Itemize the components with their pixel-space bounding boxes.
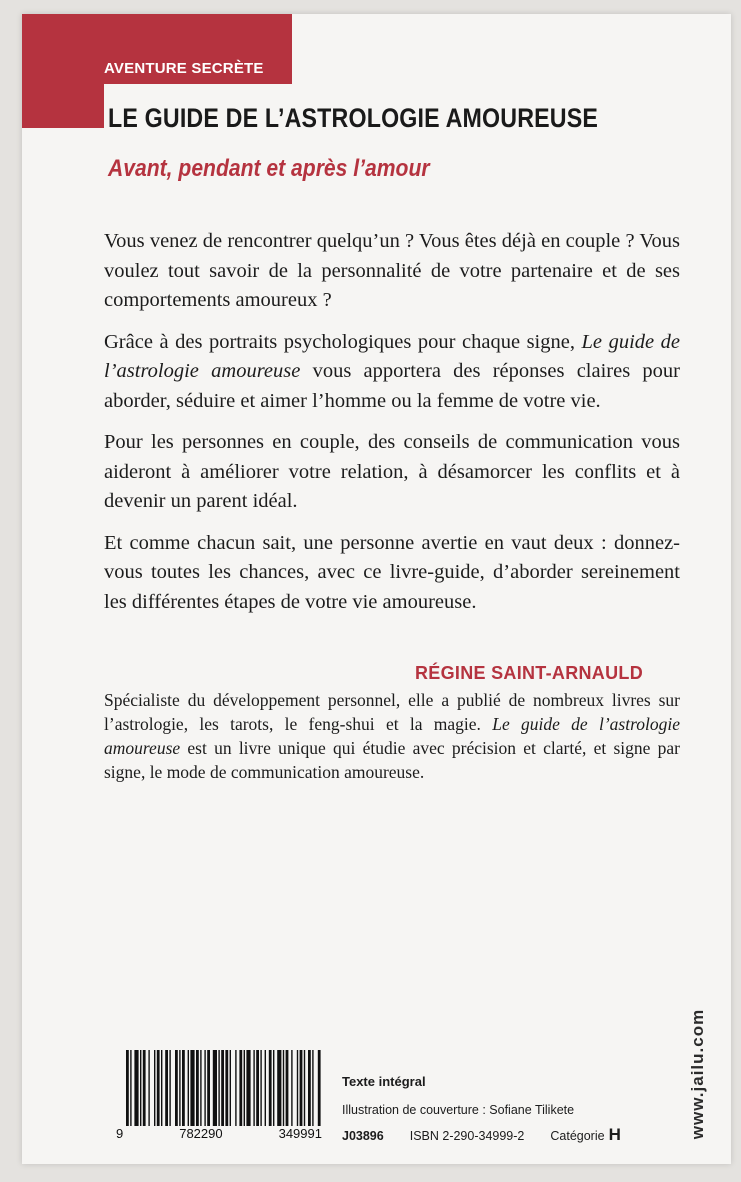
blurb-paragraph-4: Et comme chacun sait, une personne avertie en vaut deux : donnez-vous toutes les chances, avec ce livre-guide, d’aborder sereinement les différentes étapes de votre vie amoureuse. xyxy=(104,531,680,613)
blurb-paragraph-2 xyxy=(104,328,680,417)
author-bio-start: Spécialiste du développement personnel, elle a publié de nombreux livres sur l’astrologie, les tarots, le feng-shui et la magie. xyxy=(104,690,680,734)
blurb-paragraph-1: Vous venez de rencontrer quelqu’un ? Vous êtes déjà en couple ? Vous voulez tout savoir de la personnalité de votre partenaire et de ses comportements amoureux ? xyxy=(104,230,680,311)
illustration-credit: Illustration de couverture : Sofiane Tilikete xyxy=(342,1103,575,1117)
collection-label: AVENTURE SECRÈTE xyxy=(104,60,264,77)
author-bio-end: est un livre unique qui étudie avec précision et clarté, et signe par signe, le mode de communication amoureuse. xyxy=(104,738,681,782)
author-name: RÉGINE SAINT-ARNAULD xyxy=(414,663,643,683)
edition-label: Texte intégral xyxy=(342,1074,426,1089)
barcode-digit-group-3: 349991 xyxy=(278,1126,322,1141)
publisher-website xyxy=(678,994,718,1154)
category-letter: H xyxy=(608,1125,621,1144)
barcode-digits xyxy=(114,1126,324,1141)
blurb xyxy=(104,227,680,617)
category-label: Catégorie xyxy=(550,1129,605,1143)
blurb-paragraph-3: Pour les personnes en couple, des conseils de communication vous aideront à améliorer votre relation, à désamorcer les conflits et à devenir un parent idéal. xyxy=(104,431,680,512)
isbn: ISBN 2-290-34999-2 xyxy=(409,1129,525,1143)
category xyxy=(550,1125,620,1145)
barcode-digit-group-1: 9 xyxy=(116,1126,124,1141)
book-title: LE GUIDE DE L’ASTROLOGIE AMOUREUSE xyxy=(108,103,599,133)
book-subtitle: Avant, pendant et après l’amour xyxy=(108,155,430,182)
catalog-code: J03896 xyxy=(342,1129,384,1143)
blurb-p2-end: vous apportera des réponses claires pour aborder, séduire et aimer l’homme ou la femme de votre vie. xyxy=(104,360,680,412)
author-bio-book-title: Le guide de l’astrologie amoureuse xyxy=(104,714,680,758)
print-info xyxy=(342,1074,621,1145)
author-bio xyxy=(104,688,680,784)
publisher-website-text: www.jailu.com xyxy=(688,1008,707,1140)
book-back-cover xyxy=(22,14,731,1164)
barcode-digit-group-2: 782290 xyxy=(179,1126,223,1141)
blurb-p2-book-title: Le guide de l’astrologie amoureuse xyxy=(104,330,680,382)
catalog-line xyxy=(342,1125,621,1145)
blurb-p2-start: Grâce à des portraits psychologiques pour chaque signe, xyxy=(104,330,575,353)
